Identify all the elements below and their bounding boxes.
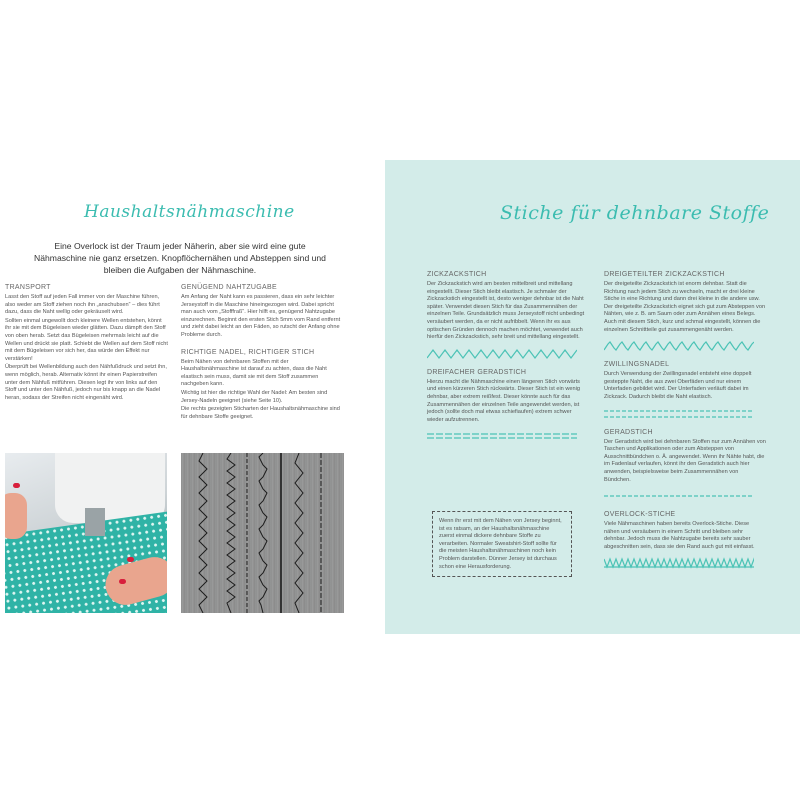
presser-foot bbox=[85, 508, 105, 536]
stitch-section-zigzag bbox=[427, 270, 587, 360]
section-genügend-nahtzugabe bbox=[181, 283, 344, 340]
fingernail bbox=[127, 557, 134, 562]
section-transport bbox=[5, 283, 168, 402]
triple-stitch-sample bbox=[427, 430, 577, 442]
stitch-heading: DREIFACHER GERADSTICH bbox=[427, 368, 527, 376]
body-paragraph: Sollten einmal ungewollt doch kleinere Wellen entstehen, könnt ihr sie mit dem Bügeleisen wieder glätten. Dazu dämpft den Stoff von oben herab. Setzt das Bügeleisen mehrmals leicht auf die Wellen und drückt sie platt. Schiebt die Wellen auf dem Stoff nicht mit dem Bügeleisen vor sich her, das würde den Effekt nur verstärken! bbox=[5, 317, 168, 362]
section-heading: RICHTIGE NADEL, RICHTIGER STICH bbox=[181, 348, 315, 356]
body-paragraph: Lasst den Stoff auf jeden Fall immer von der Maschine führen, also weder am Stoff ziehen noch ihn „anschubsen“ – dies führt dazu, dass die Naht wellig oder gekräuselt wird. bbox=[5, 294, 160, 316]
stitch-samples-photo bbox=[181, 453, 344, 613]
right-column-1 bbox=[427, 270, 587, 450]
body-paragraph: Beim Nähen von dehnbaren Stoffen mit der Haushaltsnähmaschine ist darauf zu achten, dass die Naht elastisch sein muss, damit sie mit dem Stoff zusammen nachgeben kann. bbox=[181, 358, 327, 388]
straight-stitch-sample bbox=[604, 490, 754, 502]
body-paragraph: Die rechts gezeigten Sticharten der Haushaltsnähmaschine sind für dehnbare Stoffe geeignet. bbox=[181, 406, 340, 420]
photo-zigzag-stitch bbox=[199, 453, 207, 613]
intro-paragraph: Eine Overlock ist der Traum jeder Näherin, aber sie wird eine gute Nähmaschine nie ganz ersetzen. Knopflöchernähen und Absteppen sind und bleiben die Aufgaben der Nähmaschine. bbox=[34, 241, 326, 275]
stitch-section-twin bbox=[604, 360, 766, 419]
stitch-section-triple bbox=[427, 368, 587, 443]
stitch-heading: ZICKZACKSTICH bbox=[427, 271, 487, 278]
machine-body bbox=[55, 453, 165, 523]
three-step-stitch-sample bbox=[604, 340, 754, 352]
stitch-heading: DREIGETEILTER ZICKZACKSTICH bbox=[604, 271, 725, 278]
photo-zigzag-stitch bbox=[227, 453, 235, 613]
section-heading: TRANSPORT bbox=[5, 284, 51, 291]
body-paragraph: Am Anfang der Naht kann es passieren, dass ein sehr leichter Jerseystoff in die Maschine hineingezogen wird. Dabei spricht man auch vom „Stofffraß“. Hier hilft es, genügend Nahtzugabe einzurechnen. Beginnt den ersten Stich 5mm vom Rand entfernt und zieht dabei leicht an den Fäden, so rutscht der Anfang ohne Probleme durch. bbox=[181, 294, 341, 338]
zigzag-stitch-sample bbox=[427, 348, 577, 360]
stitch-description: Der dreigeteilte Zickzackstich ist enorm dehnbar. Statt die Richtung nach jedem Stich zu wechseln, macht er drei kleine Stiche in eine Richtung und dann drei kleine in die andere usw. Der dreigeteilte Zickzackstich eignet sich gut zum Absteppen von Nähten, wie z. B. am Saum oder zum Annähen eines Belegs. Auch mit diesem Stich, kurz und schmal eingestellt, können die einzelnen Schnittteile gut zusammengenäht werden. bbox=[604, 281, 766, 333]
stitch-heading: GERADSTICH bbox=[604, 428, 653, 436]
twin-stitch-sample bbox=[604, 408, 754, 420]
fingernail bbox=[13, 483, 20, 488]
body-paragraph: Wichtig ist hier die richtige Wahl der Nadel: Am besten sind Jersey-Nadeln geeignet (siehe Seite 10). bbox=[181, 389, 328, 404]
sewing-machine-photo bbox=[5, 453, 167, 613]
right-page-title: Stiche für dehnbare Stoffe bbox=[500, 202, 770, 224]
stitch-description: Durch Verwendung der Zwillingsnadel entsteht eine doppelt gesteppte Naht, die aus zwei Oberfäden und nur einem Unterfaden gebildet wird. Der Unterfaden verläuft dabei im Zickzack. Dadurch bleibt die Naht elastisch. bbox=[604, 371, 752, 400]
overlock-stitch-sample bbox=[604, 557, 754, 569]
body-paragraph: Überprüft bei Wellenbildung auch den Nähfußdruck und setzt ihn, wenn möglich, herab. Alternativ könnt ihr einen Papierstreifen unter dem Nähfuß mitführen. Diesen legt ihr von links auf den Stoff und unter den Nähfuß, jedoch nur bis knapp an die Nadel heran, sodass der Streifen nicht eingenäht wird. bbox=[5, 364, 167, 401]
photo-zigzag-stitch bbox=[295, 453, 303, 613]
section-richtige-nadel-richtiger-stich bbox=[181, 348, 344, 422]
photo-three-step-stitch bbox=[259, 453, 267, 613]
fingernail bbox=[119, 579, 126, 584]
stitch-heading: OVERLOCK-STICHE bbox=[604, 511, 676, 519]
left-page-title: Haushaltsnähmaschine bbox=[84, 202, 295, 222]
right-column-2 bbox=[604, 270, 766, 577]
stitch-heading: ZWILLINGSNADEL bbox=[604, 361, 670, 369]
stitch-section-three-step bbox=[604, 270, 766, 352]
left-hand bbox=[5, 493, 27, 539]
left-column-2 bbox=[181, 283, 344, 429]
stitch-lines-drawing bbox=[181, 453, 344, 613]
stitch-section-overlock bbox=[604, 510, 766, 569]
stitch-description: Viele Nähmaschinen haben bereits Overlock-Stiche. Diese nähen und versäubern in einem Schritt und bleiben sehr dehnbar. Jedoch muss die Nahtzugabe bereits sehr sauber abgeschnitten sein, dass sie den Rand auch gut mit einfasst. bbox=[604, 521, 755, 550]
section-heading: GENÜGEND NAHTZUGABE bbox=[181, 284, 277, 291]
stitch-section-straight bbox=[604, 428, 766, 503]
stitch-description: Der Geradstich wird bei dehnbaren Stoffen nur zum Annähen von Taschen und Applikationen oder zum Absteppen von Ausschnittbündchen o. Ä. angewendet. Wenn ihr Nähte habt, die im Fadenlauf verlaufen, könnt ihr den Geradstich auch hier anwenden, beispielsweise beim Zusammennähen von Bündchen. bbox=[604, 438, 766, 483]
right-page bbox=[385, 160, 800, 634]
stitch-description: Der Zickzackstich wird am besten mittelbreit und mittellang eingestellt. Dieser Stich bleibt elastisch. Je schmaler der Zickzackstich eingestellt ist, desto weniger dehnbar ist die Naht später. Verwendet diesen Stich für das Zusammennähen der einzelnen Teile. Grundsätzlich muss Jerseystoff nicht unbedingt versäubert werden, da er nicht aufribbelt. Wenn ihr es aus optischen Gründen dennoch machen möchtet, verwendet auch hierfür den Zickzackstich, sehr breit und mittellang eingestellt. bbox=[427, 281, 585, 341]
tip-box: Wenn ihr erst mit dem Nähen von Jersey beginnt, ist es ratsam, an der Haushaltsnähmaschine zuerst einmal dickere dehnbare Stoffe zu verarbeiten. Normaler Sweatshirt-Stoff sollte für die meisten Haushaltsnähmaschinen noch kein Problem darstellen. Dünner Jersey ist durchaus schon eine Herausforderung. bbox=[432, 511, 572, 577]
left-column-1 bbox=[5, 283, 168, 410]
stitch-description: Hierzu macht die Nähmaschine einen längeren Stich vorwärts und einen kürzeren Stich rückwärts. Dieser Stich ist ein wenig dehnbar, aber extrem reißfest. Dieser könnte auch für das Zusammennähen der einzelnen Teile angewendet werden, ist jedoch (sollte doch mal etwas schiefiaufen) extrem schwer wieder aufzutrennen. bbox=[427, 378, 580, 423]
left-page bbox=[0, 160, 356, 636]
